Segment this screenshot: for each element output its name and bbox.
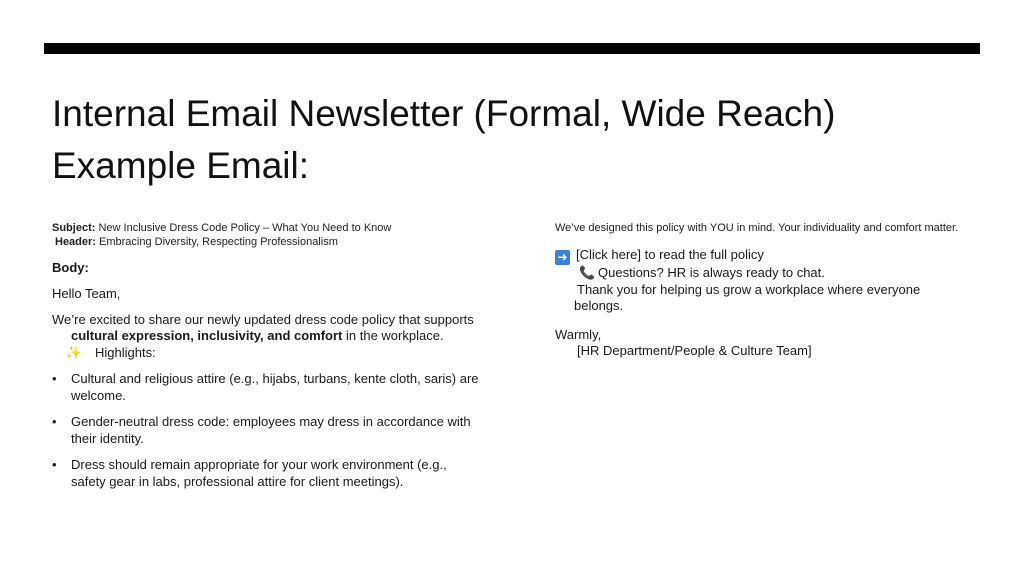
thanks-line: Thank you for helping us grow a workplace where everyone (577, 281, 921, 297)
bullet-dot: • (52, 371, 57, 386)
email-left-column (52, 221, 482, 500)
bullet-dot: • (52, 457, 57, 472)
header-text: Embracing Diversity, Respecting Professionalism (99, 236, 338, 248)
highlights-line (65, 344, 482, 362)
questions-text: Questions? HR is always ready to chat. (598, 265, 825, 280)
closing-intro: We’ve designed this policy with YOU in mind. Your individuality and comfort matter. (555, 222, 959, 234)
subject-label: Subject: (52, 222, 96, 234)
greeting: Hello Team, (52, 286, 121, 301)
highlights-list (52, 371, 482, 490)
bullet-text: Cultural and religious attire (e.g., hijabs, turbans, kente cloth, saris) are welcome. (71, 371, 479, 403)
intro-bold-text: cultural expression, inclusivity, and comfort (71, 328, 343, 343)
list-item (52, 457, 482, 490)
highlights-label: Highlights: (95, 344, 156, 360)
intro-paragraph (52, 312, 482, 362)
signature-block (555, 327, 985, 360)
top-accent-bar (44, 43, 980, 54)
subject-line (52, 221, 482, 235)
email-right-column (555, 221, 985, 360)
subject-text: New Inclusive Dress Code Policy – What You Need to Know (98, 222, 392, 234)
list-item (52, 371, 482, 404)
email-meta (52, 221, 482, 249)
title-line-2: Example Email: (52, 145, 310, 186)
slide-title (52, 88, 992, 192)
cta-block (555, 247, 985, 315)
signoff: Warmly, (555, 326, 602, 342)
intro-text-1: We’re excited to share our newly updated dress code policy that supports (52, 311, 474, 327)
bullet-text: Gender-neutral dress code: employees may dress in accordance with their identity. (71, 414, 471, 446)
questions-line (555, 265, 985, 282)
body-label: Body: (52, 260, 89, 275)
thanks-line-2: belongs. (574, 298, 624, 313)
sparkles-icon: ✨ (65, 344, 83, 360)
list-item (52, 414, 482, 447)
link-line[interactable] (555, 247, 764, 262)
policy-link[interactable]: [Click here] to read the full policy (576, 247, 764, 262)
header-line (52, 235, 482, 249)
bullet-dot: • (52, 414, 57, 429)
header-label: Header: (55, 236, 96, 248)
signature-name: [HR Department/People & Culture Team] (577, 343, 812, 358)
intro-text-2: in the workplace. (342, 328, 444, 343)
telephone-icon: 📞 (579, 265, 596, 280)
right-arrow-icon: ➜ (555, 250, 570, 265)
bullet-text: Dress should remain appropriate for your work environment (e.g., safety gear in labs, professional attire for client meetings). (71, 457, 447, 489)
title-line-1: Internal Email Newsletter (Formal, Wide Reach) (52, 93, 836, 134)
